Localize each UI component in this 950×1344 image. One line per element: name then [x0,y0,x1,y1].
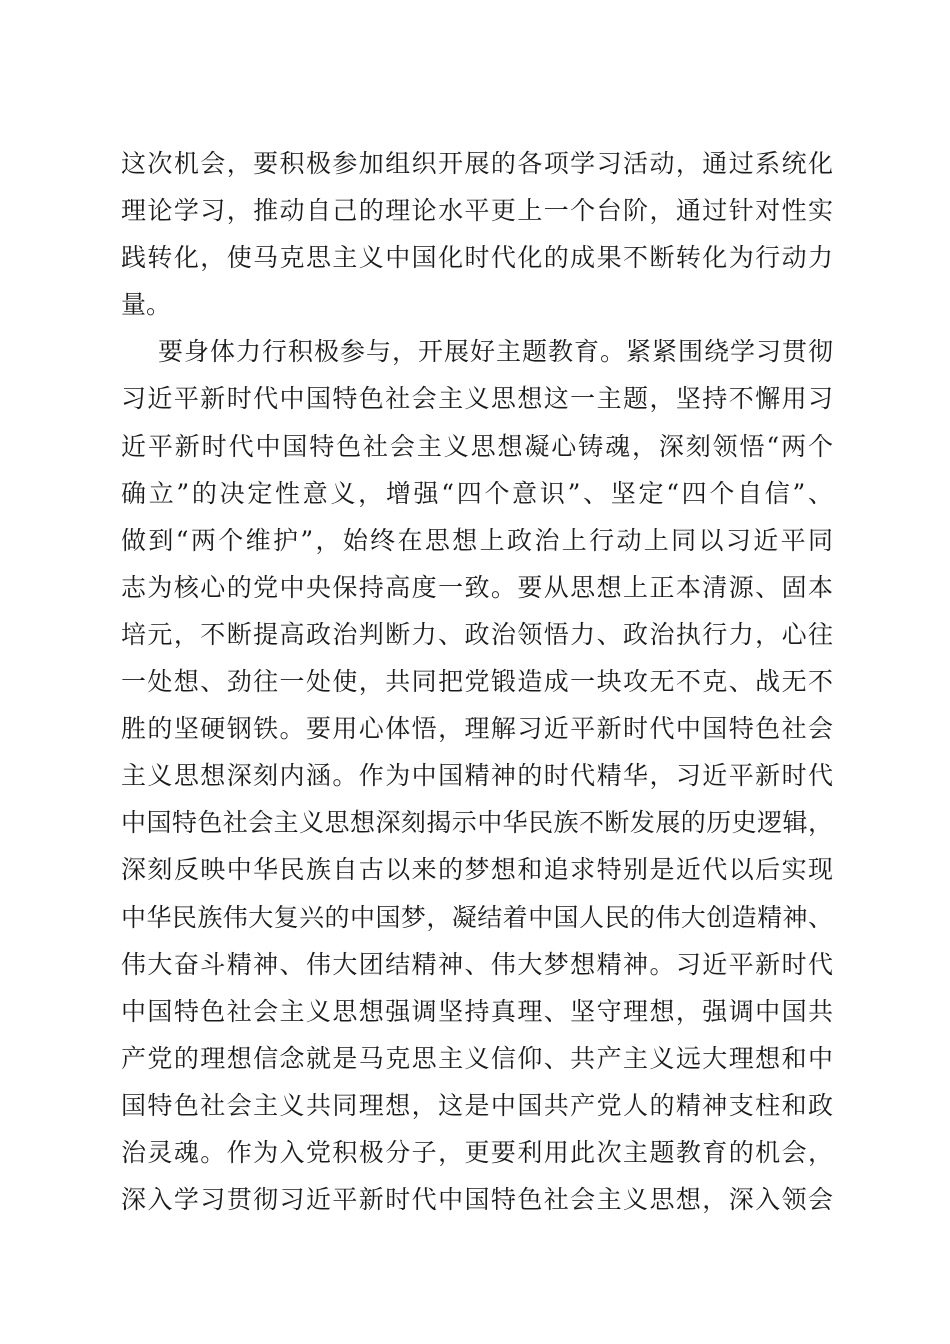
text-line: 做到“两个维护”，始终在思想上政治上行动上同以习近平同 [121,525,833,555]
text-line: 近平新时代中国特色社会主义思想凝心铸魂，深刻领悟“两个 [121,431,833,461]
text-line: 理论学习，推动自己的理论水平更上一个台阶，通过针对性实 [121,196,833,226]
text-line: 主义思想深刻内涵。作为中国精神的时代精华，习近平新时代 [121,761,833,791]
text-line: 习近平新时代中国特色社会主义思想这一主题，坚持不懈用习 [121,384,833,414]
text-line: 培元，不断提高政治判断力、政治领悟力、政治执行力，心往 [121,619,833,649]
text-line: 中国特色社会主义思想深刻揭示中华民族不断发展的历史逻辑， [121,808,833,838]
paragraph-first-line: 要身体力行积极参与，开展好主题教育。紧紧围绕学习贯彻 [158,337,833,367]
text-line: 志为核心的党中央保持高度一致。要从思想上正本清源、固本 [121,572,833,602]
text-line: 践转化，使马克思主义中国化时代化的成果不断转化为行动力 [121,243,833,273]
text-line: 这次机会，要积极参加组织开展的各项学习活动，通过系统化 [121,149,833,178]
text-line: 中国特色社会主义思想强调坚持真理、坚守理想，强调中国共 [121,996,833,1026]
text-line: 深入学习贯彻习近平新时代中国特色社会主义思想，深入领会 [121,1185,833,1215]
text-line: 中华民族伟大复兴的中国梦，凝结着中国人民的伟大创造精神、 [121,902,833,932]
text-line: 量。 [121,290,172,320]
text-line: 伟大奋斗精神、伟大团结精神、伟大梦想精神。习近平新时代 [121,949,833,979]
body-text [121,140,833,1223]
text-line: 治灵魂。作为入党积极分子，更要利用此次主题教育的机会， [121,1137,833,1167]
text-line: 确立”的决定性意义，增强“四个意识”、坚定“四个自信”、 [121,478,833,508]
text-line: 产党的理想信念就是马克思主义信仰、共产主义远大理想和中 [121,1043,833,1073]
text-line: 一处想、劲往一处使，共同把党锻造成一块攻无不克、战无不 [121,667,833,697]
text-line: 国特色社会主义共同理想，这是中国共产党人的精神支柱和政 [121,1090,833,1120]
text-line: 深刻反映中华民族自古以来的梦想和追求特别是近代以后实现 [121,855,833,885]
text-line: 胜的坚硬钢铁。要用心体悟，理解习近平新时代中国特色社会 [121,714,833,744]
